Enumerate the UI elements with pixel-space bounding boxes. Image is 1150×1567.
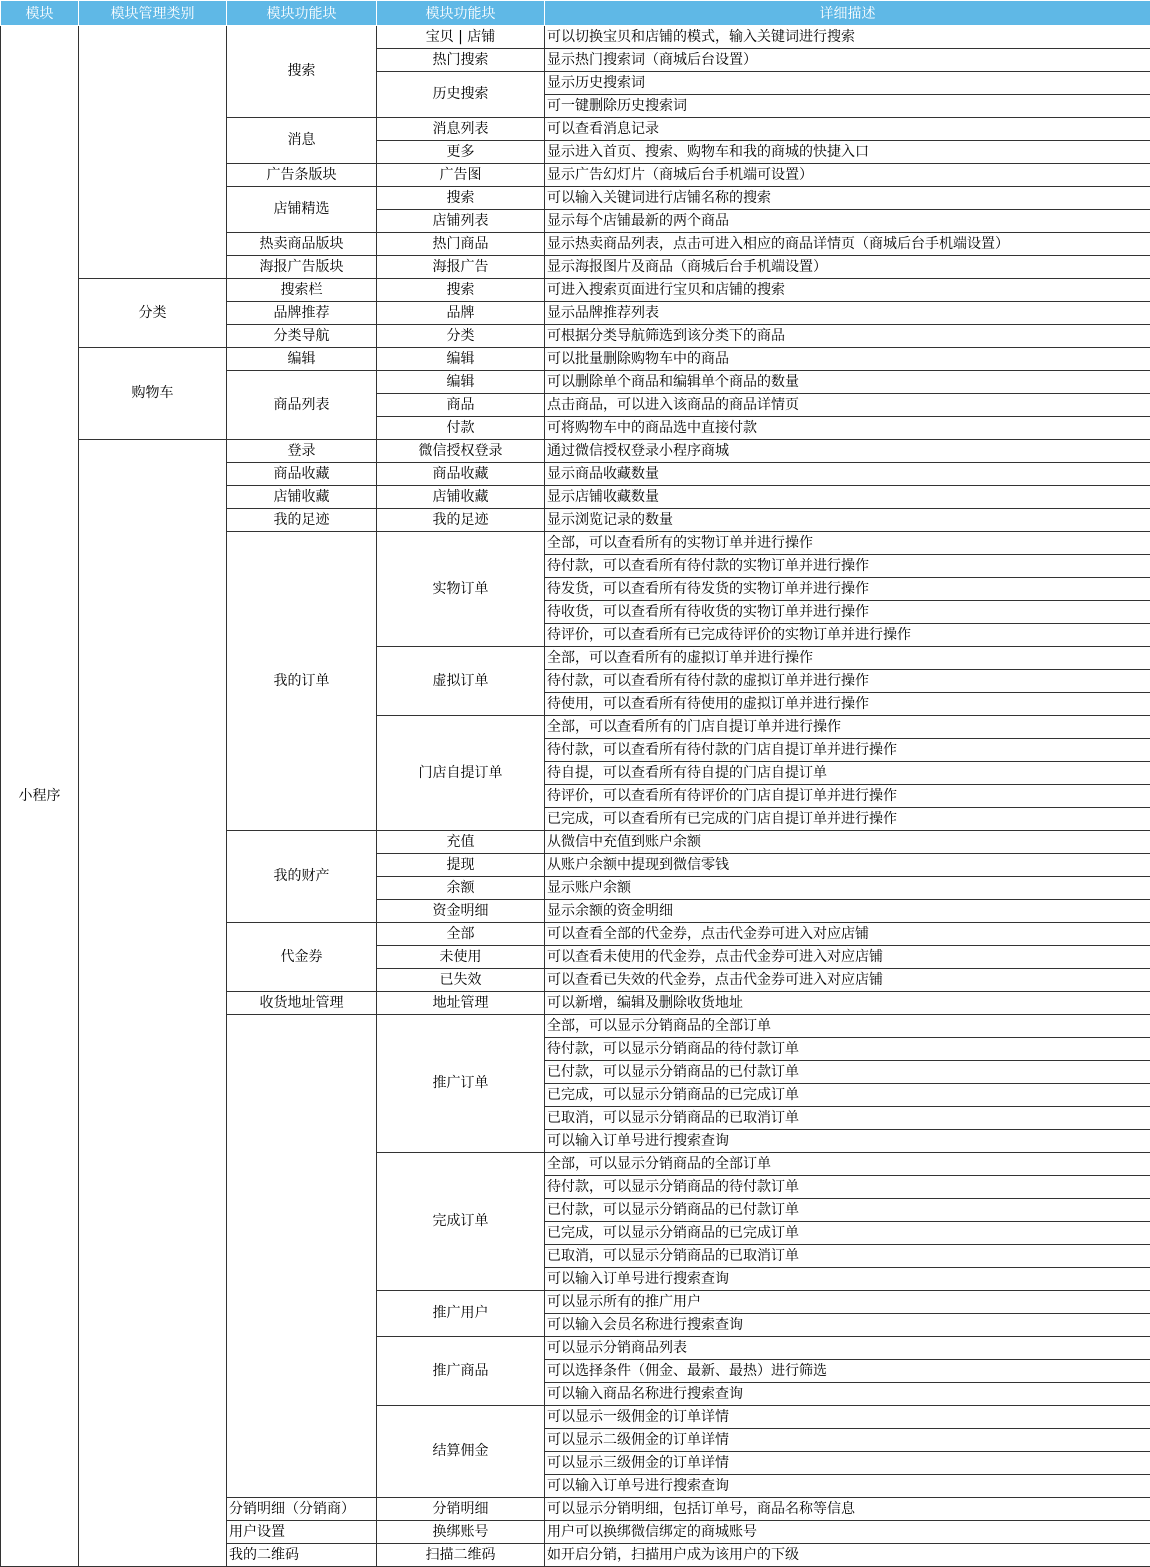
function-item-cell: 商品	[377, 394, 545, 417]
description-cell: 显示账户余额	[545, 877, 1150, 900]
table-row	[1, 26, 1150, 49]
table-row	[1, 348, 1150, 371]
function-block-cell: 店铺精选	[227, 187, 377, 233]
description-cell: 可以查看未使用的代金券，点击代金券可进入对应店铺	[545, 946, 1150, 969]
category-cell: 购物车	[79, 348, 227, 440]
table-row	[1, 279, 1150, 302]
description-cell: 可以显示所有的推广用户	[545, 1291, 1150, 1314]
description-cell: 待自提，可以查看所有待自提的门店自提订单	[545, 762, 1150, 785]
header-category: 模块管理类别	[79, 1, 227, 26]
description-cell: 通过微信授权登录小程序商城	[545, 440, 1150, 463]
description-cell: 可以输入订单号进行搜索查询	[545, 1475, 1150, 1498]
function-item-cell: 全部	[377, 923, 545, 946]
description-cell: 待付款，可以查看所有待付款的虚拟订单并进行操作	[545, 670, 1150, 693]
function-item-cell: 店铺列表	[377, 210, 545, 233]
description-cell: 可以查看消息记录	[545, 118, 1150, 141]
description-cell: 显示海报图片及商品（商城后台手机端设置）	[545, 256, 1150, 279]
function-block-cell: 收货地址管理	[227, 992, 377, 1015]
category-cell	[79, 26, 227, 279]
description-cell: 可进入搜索页面进行宝贝和店铺的搜索	[545, 279, 1150, 302]
description-cell: 待评价，可以查看所有待评价的门店自提订单并进行操作	[545, 785, 1150, 808]
description-cell: 待评价，可以查看所有已完成待评价的实物订单并进行操作	[545, 624, 1150, 647]
function-item-cell: 消息列表	[377, 118, 545, 141]
function-block-cell: 品牌推荐	[227, 302, 377, 325]
function-block-cell: 热卖商品版块	[227, 233, 377, 256]
description-cell: 已完成，可以显示分销商品的已完成订单	[545, 1084, 1150, 1107]
description-cell: 已取消，可以显示分销商品的已取消订单	[545, 1245, 1150, 1268]
function-item-cell: 结算佣金	[377, 1406, 545, 1498]
description-cell: 全部，可以显示分销商品的全部订单	[545, 1153, 1150, 1176]
description-cell: 可根据分类导航筛选到该分类下的商品	[545, 325, 1150, 348]
description-cell: 待付款，可以查看所有待付款的实物订单并进行操作	[545, 555, 1150, 578]
description-cell: 可以选择条件（佣金、最新、最热）进行筛选	[545, 1360, 1150, 1383]
function-item-cell: 店铺收藏	[377, 486, 545, 509]
description-cell: 待收货，可以查看所有待收货的实物订单并进行操作	[545, 601, 1150, 624]
function-item-cell: 商品收藏	[377, 463, 545, 486]
description-cell: 已取消，可以显示分销商品的已取消订单	[545, 1107, 1150, 1130]
function-block-cell: 海报广告版块	[227, 256, 377, 279]
function-block-cell: 我的二维码	[227, 1544, 377, 1567]
module-cell: 小程序	[1, 26, 79, 1567]
function-block-cell: 广告条版块	[227, 164, 377, 187]
description-cell: 显示余额的资金明细	[545, 900, 1150, 923]
description-cell: 显示历史搜索词	[545, 72, 1150, 95]
function-item-cell: 付款	[377, 417, 545, 440]
description-cell: 可以查看全部的代金券，点击代金券可进入对应店铺	[545, 923, 1150, 946]
function-item-cell: 编辑	[377, 371, 545, 394]
description-cell: 可以输入关键词进行店铺名称的搜索	[545, 187, 1150, 210]
function-item-cell: 编辑	[377, 348, 545, 371]
function-item-cell: 历史搜索	[377, 72, 545, 118]
function-block-cell: 搜索	[227, 26, 377, 118]
description-cell: 可以显示分销商品列表	[545, 1337, 1150, 1360]
header-row	[1, 1, 1150, 26]
description-cell: 待付款，可以显示分销商品的待付款订单	[545, 1176, 1150, 1199]
table-row	[1, 440, 1150, 463]
description-cell: 从账户余额中提现到微信零钱	[545, 854, 1150, 877]
function-block-cell: 我的足迹	[227, 509, 377, 532]
function-item-cell: 地址管理	[377, 992, 545, 1015]
description-cell: 待发货，可以查看所有待发货的实物订单并进行操作	[545, 578, 1150, 601]
description-cell: 可以删除单个商品和编辑单个商品的数量	[545, 371, 1150, 394]
description-cell: 可以切换宝贝和店铺的模式，输入关键词进行搜索	[545, 26, 1150, 49]
description-cell: 可一键删除历史搜索词	[545, 95, 1150, 118]
function-block-cell: 商品列表	[227, 371, 377, 440]
description-cell: 待付款，可以显示分销商品的待付款订单	[545, 1038, 1150, 1061]
description-cell: 点击商品，可以进入该商品的商品详情页	[545, 394, 1150, 417]
function-block-cell: 编辑	[227, 348, 377, 371]
description-cell: 待付款，可以查看所有待付款的门店自提订单并进行操作	[545, 739, 1150, 762]
description-cell: 显示店铺收藏数量	[545, 486, 1150, 509]
description-cell: 显示热门搜索词（商城后台设置）	[545, 49, 1150, 72]
function-item-cell: 完成订单	[377, 1153, 545, 1291]
description-cell: 已完成，可以查看所有已完成的门店自提订单并进行操作	[545, 808, 1150, 831]
category-cell: 分类	[79, 279, 227, 348]
function-block-cell: 分销明细（分销商）	[227, 1498, 377, 1521]
function-item-cell: 海报广告	[377, 256, 545, 279]
description-cell: 显示广告幻灯片（商城后台手机端可设置）	[545, 164, 1150, 187]
function-item-cell: 提现	[377, 854, 545, 877]
description-cell: 可以输入订单号进行搜索查询	[545, 1268, 1150, 1291]
function-item-cell: 资金明细	[377, 900, 545, 923]
description-cell: 可以新增，编辑及删除收货地址	[545, 992, 1150, 1015]
function-item-cell: 推广商品	[377, 1337, 545, 1406]
description-cell: 可以显示三级佣金的订单详情	[545, 1452, 1150, 1475]
description-cell: 全部，可以查看所有的实物订单并进行操作	[545, 532, 1150, 555]
description-cell: 已完成，可以显示分销商品的已完成订单	[545, 1222, 1150, 1245]
header-function-block: 模块功能块	[227, 1, 377, 26]
description-cell: 可以查看已失效的代金券，点击代金券可进入对应店铺	[545, 969, 1150, 992]
function-item-cell: 门店自提订单	[377, 716, 545, 831]
function-block-cell: 商品收藏	[227, 463, 377, 486]
description-cell: 可以显示分销明细，包括订单号，商品名称等信息	[545, 1498, 1150, 1521]
description-cell: 可以显示一级佣金的订单详情	[545, 1406, 1150, 1429]
function-item-cell: 搜索	[377, 187, 545, 210]
function-block-cell: 搜索栏	[227, 279, 377, 302]
function-block-cell: 分类导航	[227, 325, 377, 348]
function-block-cell: 代金券	[227, 923, 377, 992]
description-cell: 全部，可以查看所有的虚拟订单并进行操作	[545, 647, 1150, 670]
header-module: 模块	[1, 1, 79, 26]
function-item-cell: 品牌	[377, 302, 545, 325]
description-cell: 已付款，可以显示分销商品的已付款订单	[545, 1199, 1150, 1222]
function-block-cell: 消息	[227, 118, 377, 164]
function-item-cell: 虚拟订单	[377, 647, 545, 716]
description-cell: 全部，可以查看所有的门店自提订单并进行操作	[545, 716, 1150, 739]
description-cell: 已付款，可以显示分销商品的已付款订单	[545, 1061, 1150, 1084]
function-item-cell: 换绑账号	[377, 1521, 545, 1544]
function-item-cell: 微信授权登录	[377, 440, 545, 463]
function-block-cell: 我的订单	[227, 532, 377, 831]
description-cell: 待使用，可以查看所有待使用的虚拟订单并进行操作	[545, 693, 1150, 716]
description-cell: 可以输入会员名称进行搜索查询	[545, 1314, 1150, 1337]
description-cell: 显示商品收藏数量	[545, 463, 1150, 486]
description-cell: 可以输入商品名称进行搜索查询	[545, 1383, 1150, 1406]
description-cell: 可将购物车中的商品选中直接付款	[545, 417, 1150, 440]
description-cell: 可以显示二级佣金的订单详情	[545, 1429, 1150, 1452]
description-cell: 用户可以换绑微信绑定的商城账号	[545, 1521, 1150, 1544]
category-cell	[79, 440, 227, 1567]
header-description: 详细描述	[545, 1, 1150, 26]
description-cell: 显示热卖商品列表，点击可进入相应的商品详情页（商城后台手机端设置）	[545, 233, 1150, 256]
function-item-cell: 余额	[377, 877, 545, 900]
function-item-cell: 搜索	[377, 279, 545, 302]
function-block-cell: 用户设置	[227, 1521, 377, 1544]
function-item-cell: 更多	[377, 141, 545, 164]
header-function-item: 模块功能块	[377, 1, 545, 26]
description-cell: 显示进入首页、搜索、购物车和我的商城的快捷入口	[545, 141, 1150, 164]
function-item-cell: 推广用户	[377, 1291, 545, 1337]
function-item-cell: 宝贝 | 店铺	[377, 26, 545, 49]
description-cell: 全部，可以显示分销商品的全部订单	[545, 1015, 1150, 1038]
function-item-cell: 分类	[377, 325, 545, 348]
function-item-cell: 热门搜索	[377, 49, 545, 72]
function-item-cell: 扫描二维码	[377, 1544, 545, 1567]
function-block-cell: 我的财产	[227, 831, 377, 923]
description-cell: 从微信中充值到账户余额	[545, 831, 1150, 854]
description-cell: 显示浏览记录的数量	[545, 509, 1150, 532]
function-item-cell: 已失效	[377, 969, 545, 992]
description-cell: 可以批量删除购物车中的商品	[545, 348, 1150, 371]
function-item-cell: 我的足迹	[377, 509, 545, 532]
function-item-cell: 广告图	[377, 164, 545, 187]
function-item-cell: 推广订单	[377, 1015, 545, 1153]
table-body	[1, 26, 1150, 1567]
function-item-cell: 未使用	[377, 946, 545, 969]
description-cell: 显示每个店铺最新的两个商品	[545, 210, 1150, 233]
function-item-cell: 充值	[377, 831, 545, 854]
function-item-cell: 分销明细	[377, 1498, 545, 1521]
function-block-cell: 店铺收藏	[227, 486, 377, 509]
description-cell: 可以输入订单号进行搜索查询	[545, 1130, 1150, 1153]
function-item-cell: 实物订单	[377, 532, 545, 647]
function-block-cell	[227, 1015, 377, 1498]
description-cell: 显示品牌推荐列表	[545, 302, 1150, 325]
function-block-cell: 登录	[227, 440, 377, 463]
function-item-cell: 热门商品	[377, 233, 545, 256]
description-cell: 如开启分销，扫描用户成为该用户的下级	[545, 1544, 1150, 1567]
